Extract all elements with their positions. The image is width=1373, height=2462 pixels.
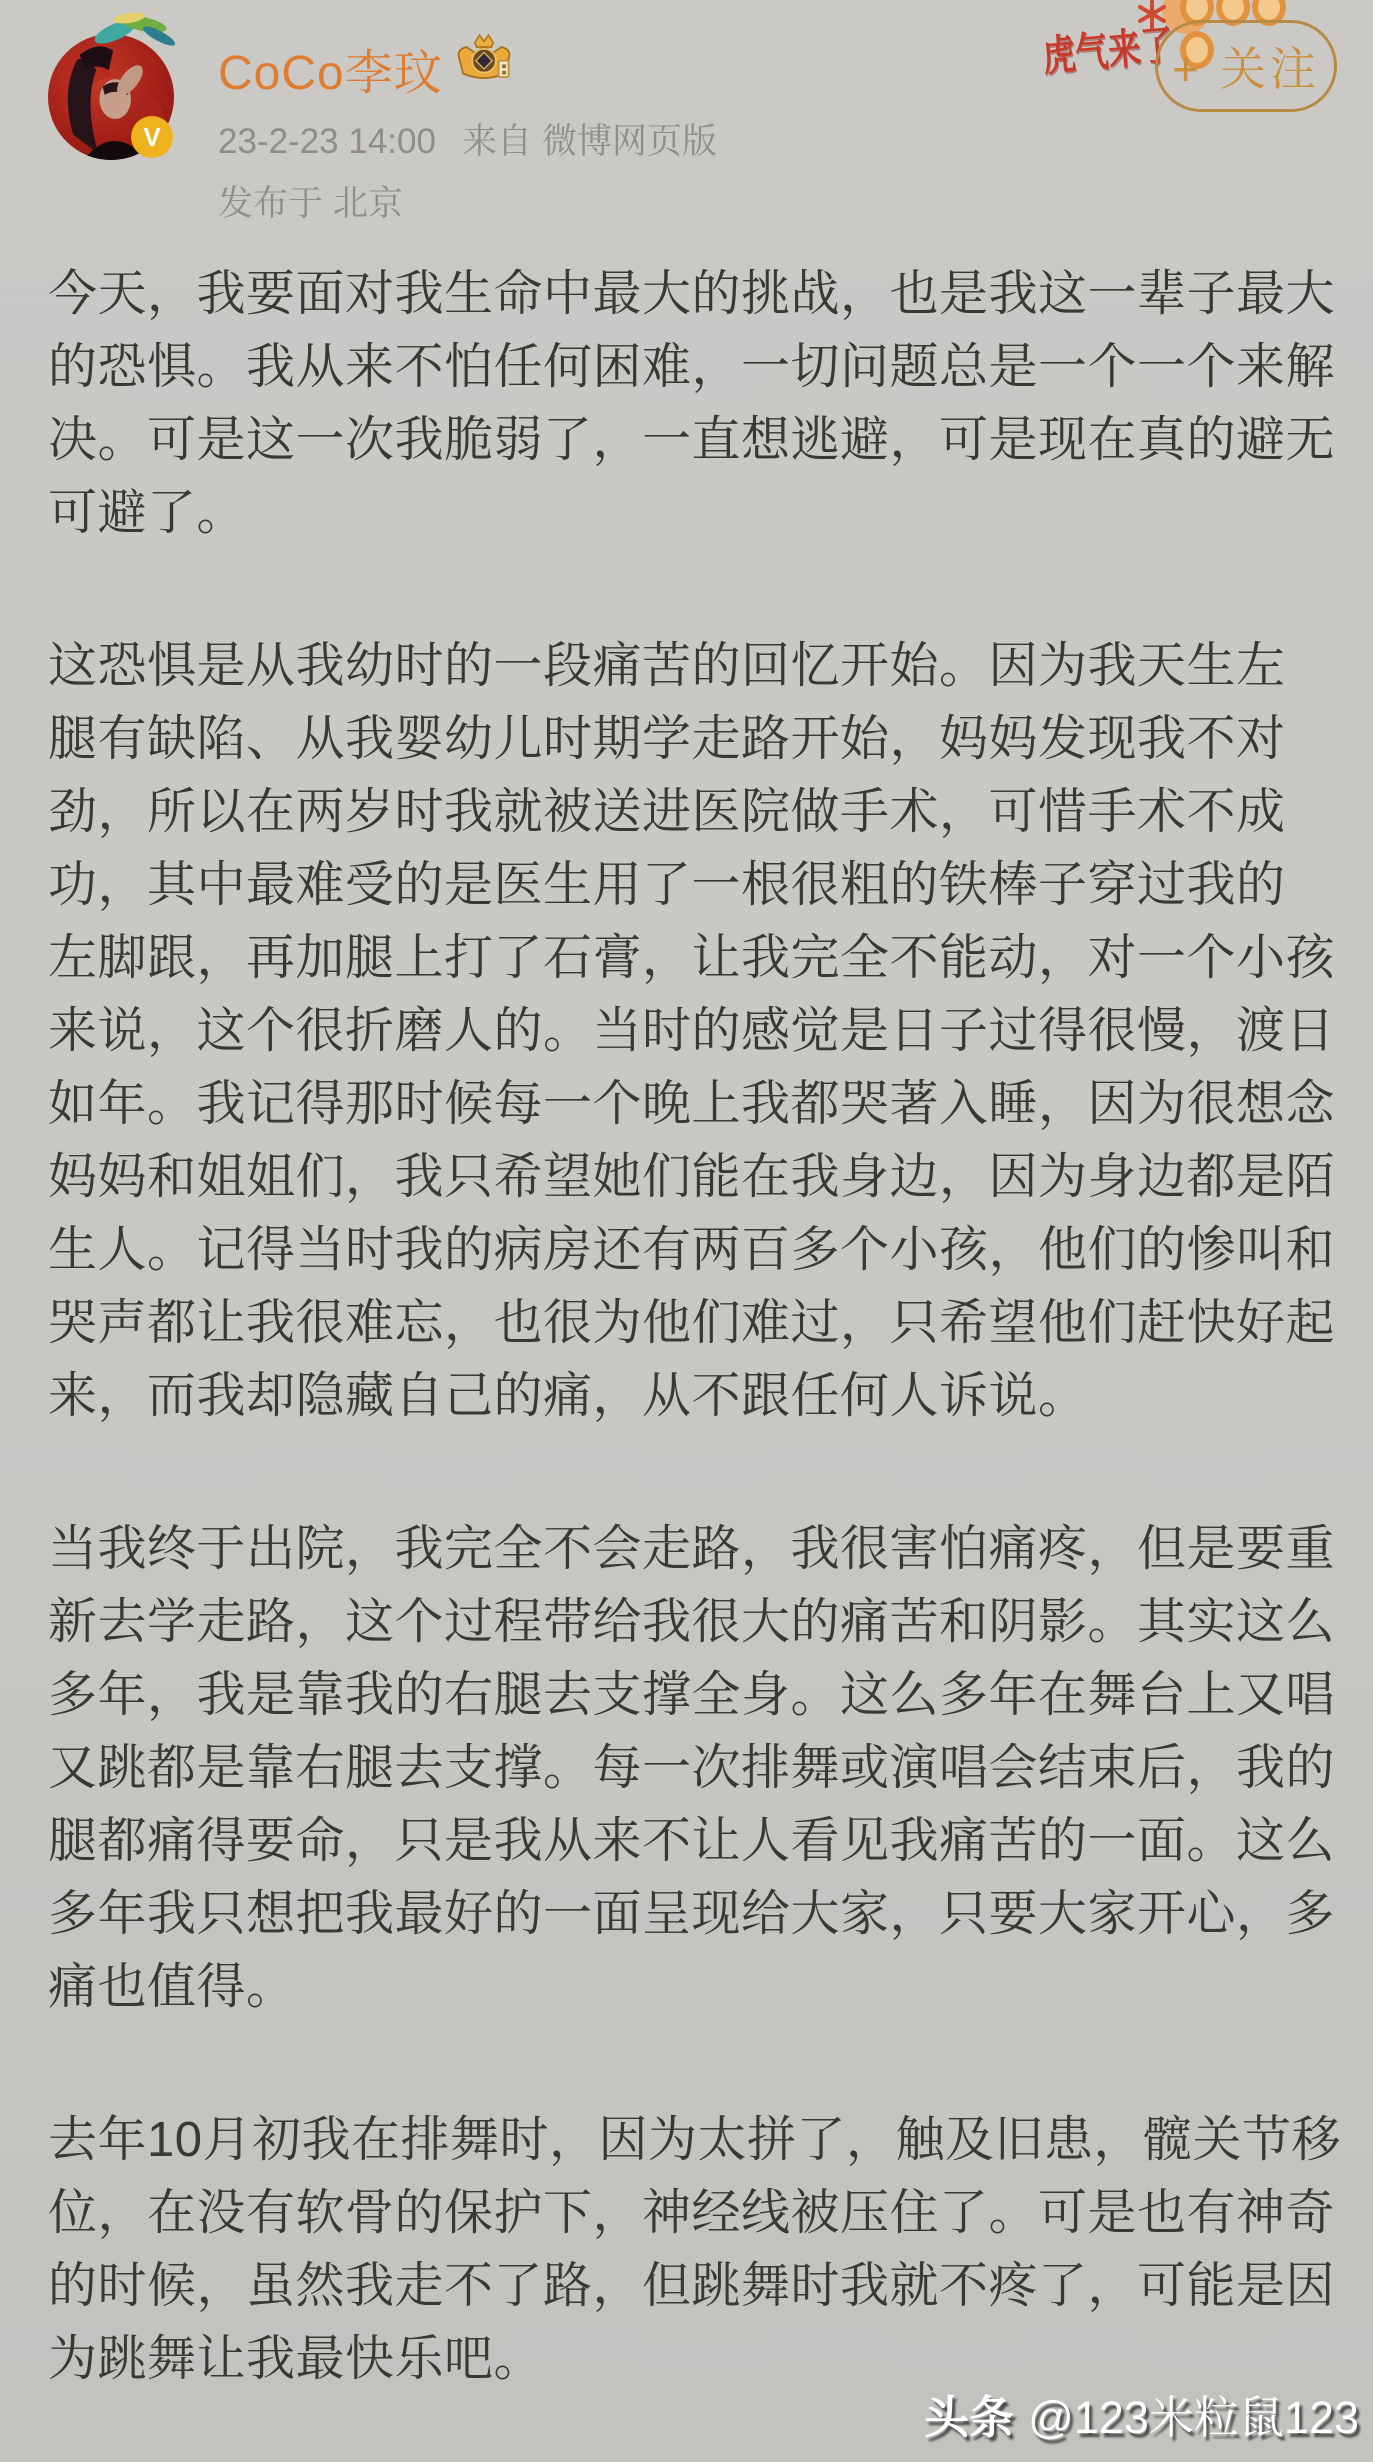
watermark-brand: 头条 <box>924 2392 1015 2443</box>
sticker-decoration-bubbles <box>1180 0 1310 20</box>
username-link[interactable]: CoCo李玟 <box>218 47 443 100</box>
text-line: 当我终于出院，我完全不会走路，我很害怕痛疼，但是要重 <box>48 1522 1336 1576</box>
tiger-sticker-text: 虎气来了 <box>1040 21 1176 80</box>
post-location <box>218 176 403 226</box>
timestamp: 23-2-23 14:00 <box>218 122 436 161</box>
paragraph <box>48 1513 1341 2024</box>
post-text <box>48 258 1341 2396</box>
paragraph <box>48 630 1341 1433</box>
text-line: 这恐惧是从我幼时的一段痛苦的回忆开始。因为我天生左 <box>48 639 1286 693</box>
text-line: 可避了。 <box>48 486 247 540</box>
text-line: 如年。我记得那时候每一个晚上我都哭著入睡，因为很想念 <box>48 1077 1336 1131</box>
verified-icon: V <box>131 116 173 158</box>
text-line: 腿有缺陷、从我婴幼儿时期学走路开始，妈妈发现我不对 <box>48 712 1286 766</box>
vip-crown-icon <box>453 30 515 86</box>
text-line: 腿都痛得要命，只是我从来不让人看见我痛苦的一面。这么 <box>48 1814 1336 1868</box>
text-line: 来，而我却隐藏自己的痛，从不跟任何人诉说。 <box>48 1369 1088 1423</box>
text-line: 生人。记得当时我的病房还有两百多个小孩，他们的惨叫和 <box>48 1223 1336 1277</box>
text-line: 多年，我是靠我的右腿去支撑全身。这么多年在舞台上又唱 <box>48 1668 1336 1722</box>
text-line: 哭声都让我很难忘，也很为他们难过，只希望他们赶快好起 <box>48 1296 1336 1350</box>
source-link[interactable]: 微博网页版 <box>541 122 717 161</box>
text-line: 的时候，虽然我走不了路，但跳舞时我就不疼了，可能是因 <box>48 2259 1336 2313</box>
text-line: 又跳都是靠右腿去支撑。每一次排舞或演唱会结束后，我的 <box>48 1741 1336 1795</box>
text-line: 多年我只想把我最好的一面呈现给大家，只要大家开心，多 <box>48 1887 1336 1941</box>
text-line: 位，在没有软骨的保护下，神经线被压住了。可是也有神奇 <box>48 2186 1336 2240</box>
avatar-headdress-decoration <box>85 6 185 60</box>
post-meta <box>218 114 717 164</box>
text-line: 今天，我要面对我生命中最大的挑战，也是我这一辈子最大 <box>48 267 1336 321</box>
text-line: 去年10月初我在排舞时，因为太拼了，触及旧患，髋关节移 <box>48 2113 1342 2167</box>
text-line: 痛也值得。 <box>48 1960 296 2014</box>
source-label: 来自 <box>461 122 532 161</box>
location-link[interactable]: 北京 <box>333 184 404 223</box>
watermark <box>924 2381 1359 2446</box>
text-line: 的恐惧。我从来不怕任何困难，一切问题总是一个一个来解 <box>48 340 1336 394</box>
text-line: 功，其中最难受的是医生用了一根很粗的铁棒子穿过我的 <box>48 858 1286 912</box>
text-line: 劲，所以在两岁时我就被送进医院做手术，可惜手术不成 <box>48 785 1286 839</box>
paragraph <box>48 258 1341 550</box>
text-line: 来说，这个很折磨人的。当时的感觉是日子过得很慢，渡日 <box>48 1004 1336 1058</box>
text-line: 决。可是这一次我脆弱了，一直想逃避，可是现在真的避无 <box>48 413 1336 467</box>
follow-button[interactable]: + 关注 <box>1155 20 1337 112</box>
location-label: 发布于 <box>218 184 324 223</box>
text-line: 为跳舞让我最快乐吧。 <box>48 2332 544 2386</box>
text-line: 妈妈和姐姐们，我只希望她们能在我身边，因为身边都是陌 <box>48 1150 1336 1204</box>
watermark-handle: @123米粒鼠123 <box>1028 2392 1359 2443</box>
text-line: 新去学走路，这个过程带给我很大的痛苦和阴影。其实这么 <box>48 1595 1336 1649</box>
text-line: 左脚跟，再加腿上打了石膏，让我完全不能动，对一个小孩 <box>48 931 1336 985</box>
paragraph <box>48 2104 1341 2396</box>
